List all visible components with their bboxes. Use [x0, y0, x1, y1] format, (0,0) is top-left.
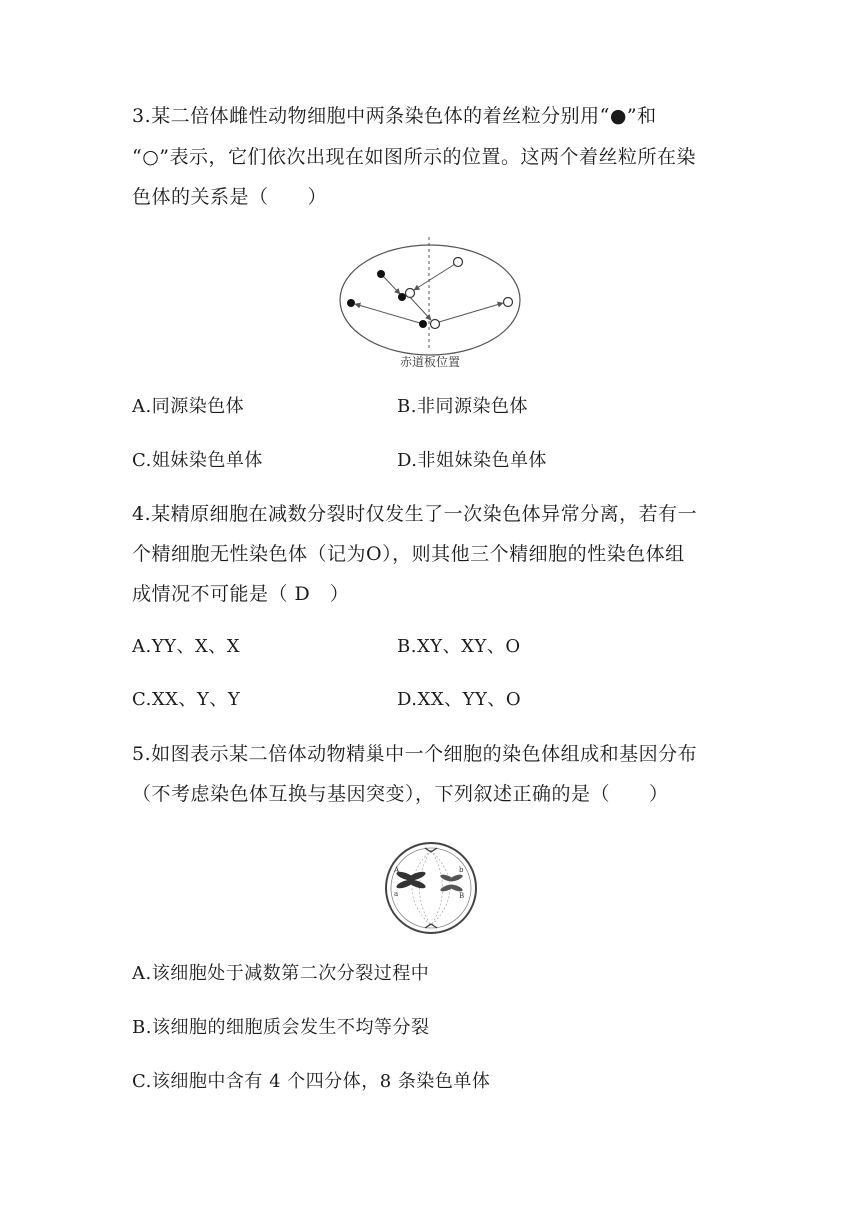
equatorial-plate-caption: 赤道板位置: [399, 355, 461, 369]
q3-option-b: B.非同源染色体: [397, 396, 528, 417]
gene-label-a: a: [394, 890, 399, 898]
q5-option-a: A.该细胞处于减数第二次分裂过程中: [132, 963, 430, 984]
q4-option-c: C.XX、Y、Y: [132, 689, 241, 710]
q5-stem-line-2: （不考虑染色体互换与基因突变），下列叙述正确的是（ ）: [132, 783, 669, 805]
open-centromere-2: [406, 289, 415, 298]
q4-stem-line-3: 成情况不可能是（ D ）: [132, 583, 350, 605]
q3-stem-line-3: 色体的关系是（ ）: [132, 186, 328, 208]
filled-centromere-3: [419, 320, 427, 328]
q3-stem-line-1: 3.某二倍体雌性动物细胞中两条染色体的着丝粒分别用“●”和: [132, 105, 657, 127]
q5-option-b: B.该细胞的细胞质会发生不均等分裂: [132, 1017, 430, 1038]
gene-label-A: A: [394, 866, 400, 874]
q4-option-b: B.XY、XY、O: [397, 636, 521, 657]
cell-outline: [340, 245, 520, 355]
open-centromere-1: [454, 258, 463, 267]
q4-stem-line-2: 个精细胞无性染色体（记为O），则其他三个精细胞的性染色体组: [132, 543, 685, 565]
gene-label-B: B: [459, 892, 465, 900]
filled-centromere-2: [398, 293, 406, 301]
open-centromere-3: [431, 320, 440, 329]
right-tetrad: [440, 873, 464, 892]
q3-option-a: A.同源染色体: [132, 396, 245, 417]
q3-cell-figure: [335, 232, 525, 372]
q5-option-c: C.该细胞中含有 4 个四分体，8 条染色单体: [132, 1071, 491, 1092]
q5-cell-figure: [383, 840, 479, 936]
open-centromere-4: [504, 298, 513, 307]
left-tetrad: [395, 870, 426, 890]
gene-label-b: b: [459, 866, 464, 874]
q5-stem-line-1: 5.如图表示某二倍体动物精巢中一个细胞的染色体组成和基因分布: [132, 743, 698, 765]
filled-centromere-4: [347, 299, 355, 307]
q3-option-d: D.非姐妹染色单体: [397, 450, 548, 471]
q4-option-a: A.YY、X、X: [132, 636, 241, 657]
q4-option-d: D.XX、YY、O: [397, 689, 522, 710]
filled-centromere-1: [377, 270, 385, 278]
q3-stem-line-2: “○”表示，它们依次出现在如图所示的位置。这两个着丝粒所在染: [132, 146, 697, 168]
q3-option-c: C.姐妹染色单体: [132, 450, 263, 471]
q4-stem-line-1: 4.某精原细胞在减数分裂时仅发生了一次染色体异常分离，若有一: [132, 503, 698, 525]
